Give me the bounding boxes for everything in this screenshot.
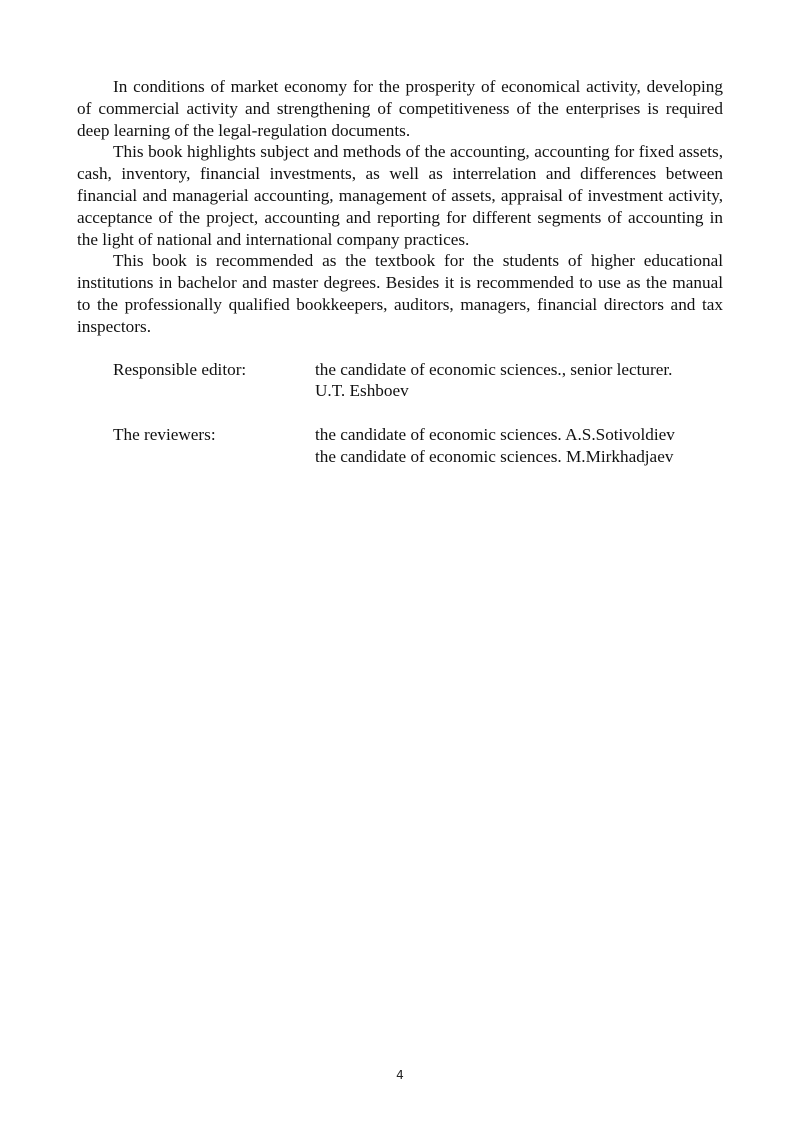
- reviewer-line-1: the candidate of economic sciences. A.S.Sotivoldiev: [315, 424, 675, 444]
- page-content: [77, 76, 723, 489]
- paragraph-book-highlights: This book highlights subject and methods of the accounting, accounting for fixed assets, cash, inventory, financial investments, as well as interrelation and differences between financial and managerial accounting, management of assets, appraisal of investment activity, acceptance of the project, accounting and reporting for different segments of accounting in the light of national and international company practices.: [77, 142, 723, 249]
- reviewers-row: [113, 424, 723, 468]
- responsible-editor-value: [315, 359, 723, 403]
- credits-section: [113, 359, 723, 468]
- reviewers-label: The reviewers:: [113, 424, 216, 444]
- paragraph-market-economy: In conditions of market economy for the prosperity of economical activity, developing of commercial activity and strengthening of competitiveness of the enterprises is required deep learning of the legal-regulation documents.: [77, 77, 723, 140]
- responsible-editor-label: Responsible editor:: [113, 359, 247, 379]
- editor-line-2: U.T. Eshboev: [315, 381, 409, 401]
- reviewer-line-2: the candidate of economic sciences. M.Mirkhadjaev: [315, 446, 674, 466]
- responsible-editor-row: [113, 359, 723, 403]
- page-number: 4: [396, 1068, 404, 1082]
- reviewers-value: [315, 424, 723, 468]
- editor-line-1: the candidate of economic sciences., senior lecturer.: [315, 359, 673, 379]
- paragraph-recommendation: This book is recommended as the textbook for the students of higher educational institutions in bachelor and master degrees. Besides it is recommended to use as the manual to the professionally qualified bookkeepers, auditors, managers, financial directors and tax inspectors.: [77, 251, 723, 336]
